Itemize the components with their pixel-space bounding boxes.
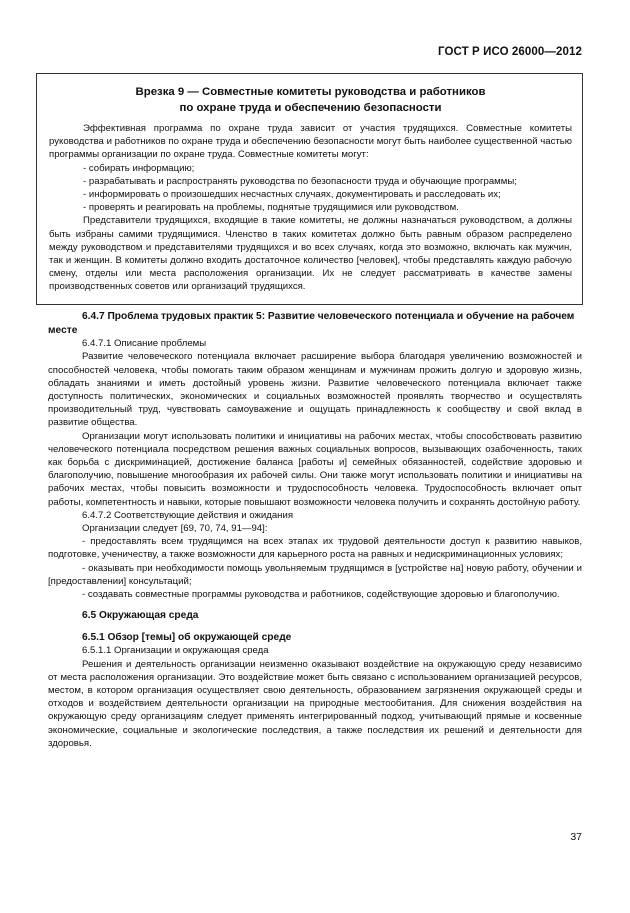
box-title <box>49 84 572 116</box>
box-title-line-2: по охране труда и обеспечению безопасности <box>179 102 442 114</box>
list-item: - оказывать при необходимости помощь увольняемым трудящимся в [устройстве на] новую работу, обучении и [предоставлении] консультаций; <box>48 562 582 587</box>
section-heading-6-5-1: 6.5.1 Обзор [темы] об окружающей среде <box>82 631 292 643</box>
box-title-line-1: Врезка 9 — Совместные комитеты руководства и работников <box>135 86 486 98</box>
section-heading-6-4-7: 6.4.7 Проблема трудовых практик 5: Развитие человеческого потенциала и обучение на рабочем месте <box>48 311 575 336</box>
box-list-item: - разрабатывать и распространять руководства по безопасности труда и обучающие программы; <box>83 175 517 187</box>
sidebar-box-9 <box>36 73 583 305</box>
standard-header: ГОСТ Р ИСО 26000—2012 <box>437 46 582 58</box>
page-number: 37 <box>570 831 582 843</box>
box-paragraph-2: Представители трудящихся, входящие в такие комитеты, не должны назначаться руководством, а должны быть избраны самими трудящимися. Членство в таких комитетах должно быть равным образом распределено между руководством и представителями трудящихся и во всех случаях, когда это возможно, включать как мужчин, так и женщин. В комитеты должно входить достаточное количество [человек], чтобы представлять каждую рабочую смену, отделы или места расположения организации. Их не следует рассматривать в качестве замены производственных советов или организаций трудящихся. <box>49 215 572 293</box>
list-lead: Организации следует [69, 70, 74, 91—94]: <box>82 523 268 535</box>
paragraph: Решения и деятельность организации неизменно оказывают воздействие на окружающую среду независимо от места расположения организации. Это воздействие может быть связано с использованием организацией ресурсов, местом, в котором организация осуществляет свою деятельность, образованием загрязнения окружающей среды и отходов и воздействием деятельности организации на природные местообитания. Для снижения воздействия на окружающую среду организациям следует применять интегрированный подход, учитывающий прямые и косвенные экономические, социальные и экологические последствия, а также последствия их решений и деятельности для здоровья. <box>48 658 582 749</box>
paragraph: Организации могут использовать политики и инициативы на рабочих местах, чтобы способствовать развитию человеческого потенциала посредством решения важных социальных вопросов, вызывающих озабоченность, таких как борьба с дискриминацией, достижение баланса [работы и] семейных обязанностей, содействие здоровью и благополучию, повышение многообразия их рабочей силы. Они также могут использовать политики и инициативы на рабочих местах, чтобы повысить возможности и трудоспособность человека. Трудоспособность включает опыт работы, компетентность и навыки, которые повышают возможности человека получить и сохранять достойную работу. <box>48 430 582 508</box>
box-list-item: - информировать о произошедших несчастных случаях, документировать и расследовать их; <box>83 189 501 201</box>
box-list-item: - проверять и реагировать на проблемы, поднятые трудящимися или руководством. <box>83 202 459 214</box>
box-list-item: - собирать информацию; <box>83 162 195 174</box>
paragraph: Развитие человеческого потенциала включает расширение выбора благодаря увеличению возможностей и способностей человека, чтобы помогать таким образом женщинам и мужчинам прожить долгую и здоровую жизнь, обладать знаниями и иметь достойный уровень жизни. Развитие человеческого потенциала включает также доступность политических, экономических и социальных возможностей проявлять творчество и осуществлять производительный труд, чувствовать самоуважение и ощущать принадлежность к сообществу и свой вклад в развитие общества. <box>48 351 582 429</box>
subsection-heading-6-4-7-2: 6.4.7.2 Соответствующие действия и ожидания <box>82 509 294 521</box>
box-paragraph-1: Эффективная программа по охране труда зависит от участия трудящихся. Совместные комитеты руководства и работников по охране труда и обеспечению безопасности могут быть наиболее существенной частью программы организации по охране труда. Совместные комитеты могут: <box>49 123 572 161</box>
subsection-heading-6-5-1-1: 6.5.1.1 Организации и окружающая среда <box>82 645 269 657</box>
list-item: - создавать совместные программы руководства и работников, содействующие здоровью и благополучию. <box>82 589 560 601</box>
section-heading-6-5: 6.5 Окружающая среда <box>82 610 199 622</box>
main-content <box>48 310 582 750</box>
list-item: - предоставлять всем трудящимся на всех этапах их трудовой деятельности доступ к развитию навыков, подготовке, ученичеству, а также возможности для карьерного роста на равных и недискриминационных условиях; <box>48 536 582 561</box>
subsection-heading-6-4-7-1: 6.4.7.1 Описание проблемы <box>82 338 207 350</box>
